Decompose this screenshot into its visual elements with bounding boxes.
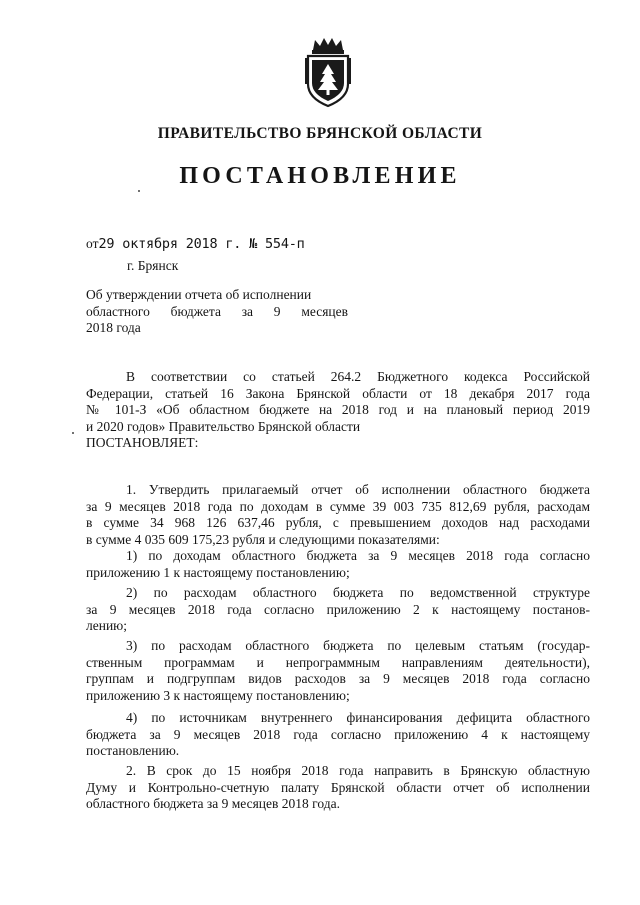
text-line: в сумме 34 968 126 637,46 рубля, с превышением доходов над расходами xyxy=(86,515,590,530)
text-line: № 101-З «Об областном бюджете на 2018 год и на плановый период 2019 xyxy=(86,402,590,417)
clause-1 xyxy=(86,482,590,548)
subclause-4 xyxy=(86,710,590,760)
text-line: 1. Утвердить прилагаемый отчет об исполнении областного бюджета xyxy=(126,482,590,497)
text-line: лению; xyxy=(86,618,128,633)
subclause-1 xyxy=(86,548,590,581)
text-line: Думу и Контрольно-счетную палату Брянской области отчет об исполнении xyxy=(86,779,590,795)
date-and-number: 29 октября 2018 г. № 554-п xyxy=(98,236,305,252)
organization-name: ПРАВИТЕЛЬСТВО БРЯНСКОЙ ОБЛАСТИ xyxy=(157,125,483,142)
scan-speck xyxy=(72,432,74,434)
city: г. Брянск xyxy=(127,258,179,273)
text-line: бюджета за 9 месяцев 2018 года согласно приложению 4 к настоящему xyxy=(86,726,590,742)
text-line: 2. В срок до 15 ноября 2018 года направить в Брянскую областную xyxy=(126,763,590,778)
clause-2 xyxy=(86,763,590,813)
date-prefix: от xyxy=(86,236,99,251)
text-line: В соответствии со статьей 264.2 Бюджетного кодекса Российской xyxy=(126,369,590,384)
text-line: в сумме 4 035 609 175,23 рубля и следующими показателями: xyxy=(86,531,440,547)
text-line: 4) по источникам внутреннего финансирования дефицита областного xyxy=(126,710,590,725)
text-line: ственным программам и непрограммным направлениям деятельности), xyxy=(86,654,590,670)
subclause-3 xyxy=(86,638,590,704)
text-line: приложению 1 к настоящему постановлению; xyxy=(86,564,350,580)
text-line: областного бюджета за 9 месяцев 2018 года. xyxy=(86,796,340,811)
text-line: постановлению. xyxy=(86,743,180,758)
subject-line: Об утверждении отчета об исполнении xyxy=(86,287,312,302)
text-line: группам и подгруппам видов расходов за 9 месяцев 2018 года согласно xyxy=(86,671,590,686)
text-line: за 9 месяцев 2018 года по доходам в сумме 39 003 735 812,69 рубля, расходам xyxy=(86,498,590,514)
text-line: за 9 месяцев 2018 года согласно приложению 2 к настоящему постанов- xyxy=(86,601,590,617)
subclause-2 xyxy=(86,585,590,635)
preamble xyxy=(86,369,590,452)
text-line: Федерации, статьей 16 Закона Брянской области от 18 декабря 2017 года xyxy=(86,385,590,401)
coat-of-arms-icon xyxy=(303,36,353,108)
text-line: приложению 3 к настоящему постановлению; xyxy=(86,687,350,703)
document-requisites xyxy=(86,236,305,252)
scan-speck xyxy=(138,190,140,192)
text-line: ПОСТАНОВЛЯЕТ: xyxy=(86,435,199,450)
text-line: и 2020 годов» Правительство Брянской области xyxy=(86,418,361,434)
text-line: 2) по расходам областного бюджета по ведомственной структуре xyxy=(126,585,590,600)
subject-heading xyxy=(86,287,348,337)
document-type-title: ПОСТАНОВЛЕНИЕ xyxy=(179,163,461,189)
text-line: 1) по доходам областного бюджета за 9 месяцев 2018 года согласно xyxy=(126,548,590,563)
subject-line: 2018 года xyxy=(86,320,141,335)
text-line: 3) по расходам областного бюджета по целевым статьям (государ- xyxy=(126,638,590,653)
subject-line: областного бюджета за 9 месяцев xyxy=(86,303,348,319)
